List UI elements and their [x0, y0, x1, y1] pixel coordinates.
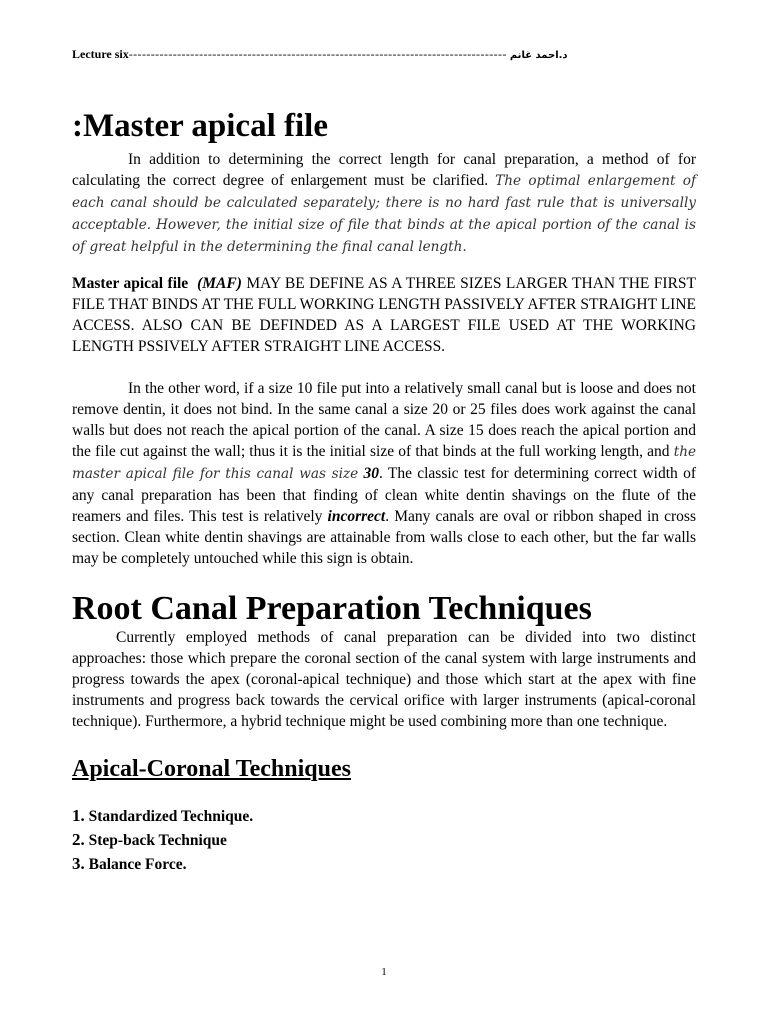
- section-title-root-canal: Root Canal Preparation Techniques: [72, 590, 592, 627]
- section-title-master-apical-file: :Master apical file: [72, 108, 328, 144]
- list-item-label: Standardized Technique.: [88, 808, 254, 825]
- file-example-incorrect: incorrect: [327, 508, 386, 525]
- paragraph-enlargement-italic: The optimal enlargement of each canal should be calculated separately; there is no hard fast rule that is universally acceptable. However, the initial size of file that binds at the apical portion of the canal is of great helpful in the determining the final canal length.: [72, 173, 697, 255]
- maf-term: Master apical file: [72, 275, 189, 292]
- maf-abbreviation: (MAF): [197, 275, 242, 292]
- paragraph-enlargement-text: In addition to determining the correct length for canal preparation, a method of for calculating the correct degree of enlargement must be clarified.: [72, 151, 696, 189]
- page-header: [72, 47, 696, 62]
- file-example-text-a: In the other word, if a size 10 file put into a relatively small canal but is loose and does not remove dentin, it does not bind. In the same canal a size 20 or 25 files does work against the canal walls but does not reach the apical portion of the canal. A size 15 does reach the apical portion and the file cut against the wall; thus it is the initial size of that binds at the full working length, and: [72, 380, 696, 460]
- lecture-label: Lecture six: [72, 47, 129, 61]
- list-item-label: Balance Force.: [88, 856, 187, 873]
- header-dashes: --------------------------------------------------------------------------------------: [128, 47, 507, 61]
- file-example-text-c: . Many canals are oval or ribbon shaped in cross section. Clean white dentin shavings are attainable from walls close to each other, but the far walls may be completely untouched while this sign is obtain.: [72, 508, 696, 567]
- list-item: [72, 804, 253, 828]
- list-item-number: 1.: [72, 806, 85, 825]
- page-number: 1: [381, 966, 387, 978]
- file-example-text-b: . The classic test for determining correct width of any canal preparation has been that finding of clean white dentin shavings on the flute of the reamers and files. This test is relatively: [72, 465, 696, 525]
- author-name: د.احمد غانم: [509, 50, 568, 61]
- file-example-italic: the master apical file for this canal was size: [72, 444, 696, 482]
- paragraph-preparation-methods: Currently employed methods of canal preparation can be divided into two distinct approaches: those which prepare the coronal section of the canal system with large instruments and progress towards the apex (coronal-apical technique) and those which start at the apex with fine instruments and progress back towards the cervical orifice with larger instruments (apical-coronal technique). Furthermore, a hybrid technique might be used combining more than one technique.: [72, 629, 696, 730]
- paragraph-maf-definition: [72, 273, 696, 357]
- list-item-number: 2.: [72, 830, 85, 849]
- section-title-apical-coronal: Apical-Coronal Techniques: [72, 756, 351, 782]
- list-item-number: 3.: [72, 854, 85, 873]
- paragraph-enlargement: [72, 149, 696, 258]
- list-item-label: Step-back Technique: [88, 832, 227, 849]
- maf-definition-text: MAY BE DEFINE AS A THREE SIZES LARGER THAN THE FIRST FILE THAT BINDS AT THE FULL WORKING LENGTH PASSIVELY AFTER STRAIGHT LINE ACCESS. ALSO CAN BE DEFINDED AS A LARGEST FILE USED AT THE WORKING LENGTH PSSIVELY AFTER STRAIGHT LINE ACCESS.: [72, 275, 697, 355]
- paragraph-file-example: [72, 378, 696, 569]
- list-item: [72, 852, 253, 876]
- technique-list: [72, 804, 253, 876]
- file-example-size: 30: [363, 465, 379, 482]
- list-item: [72, 828, 253, 852]
